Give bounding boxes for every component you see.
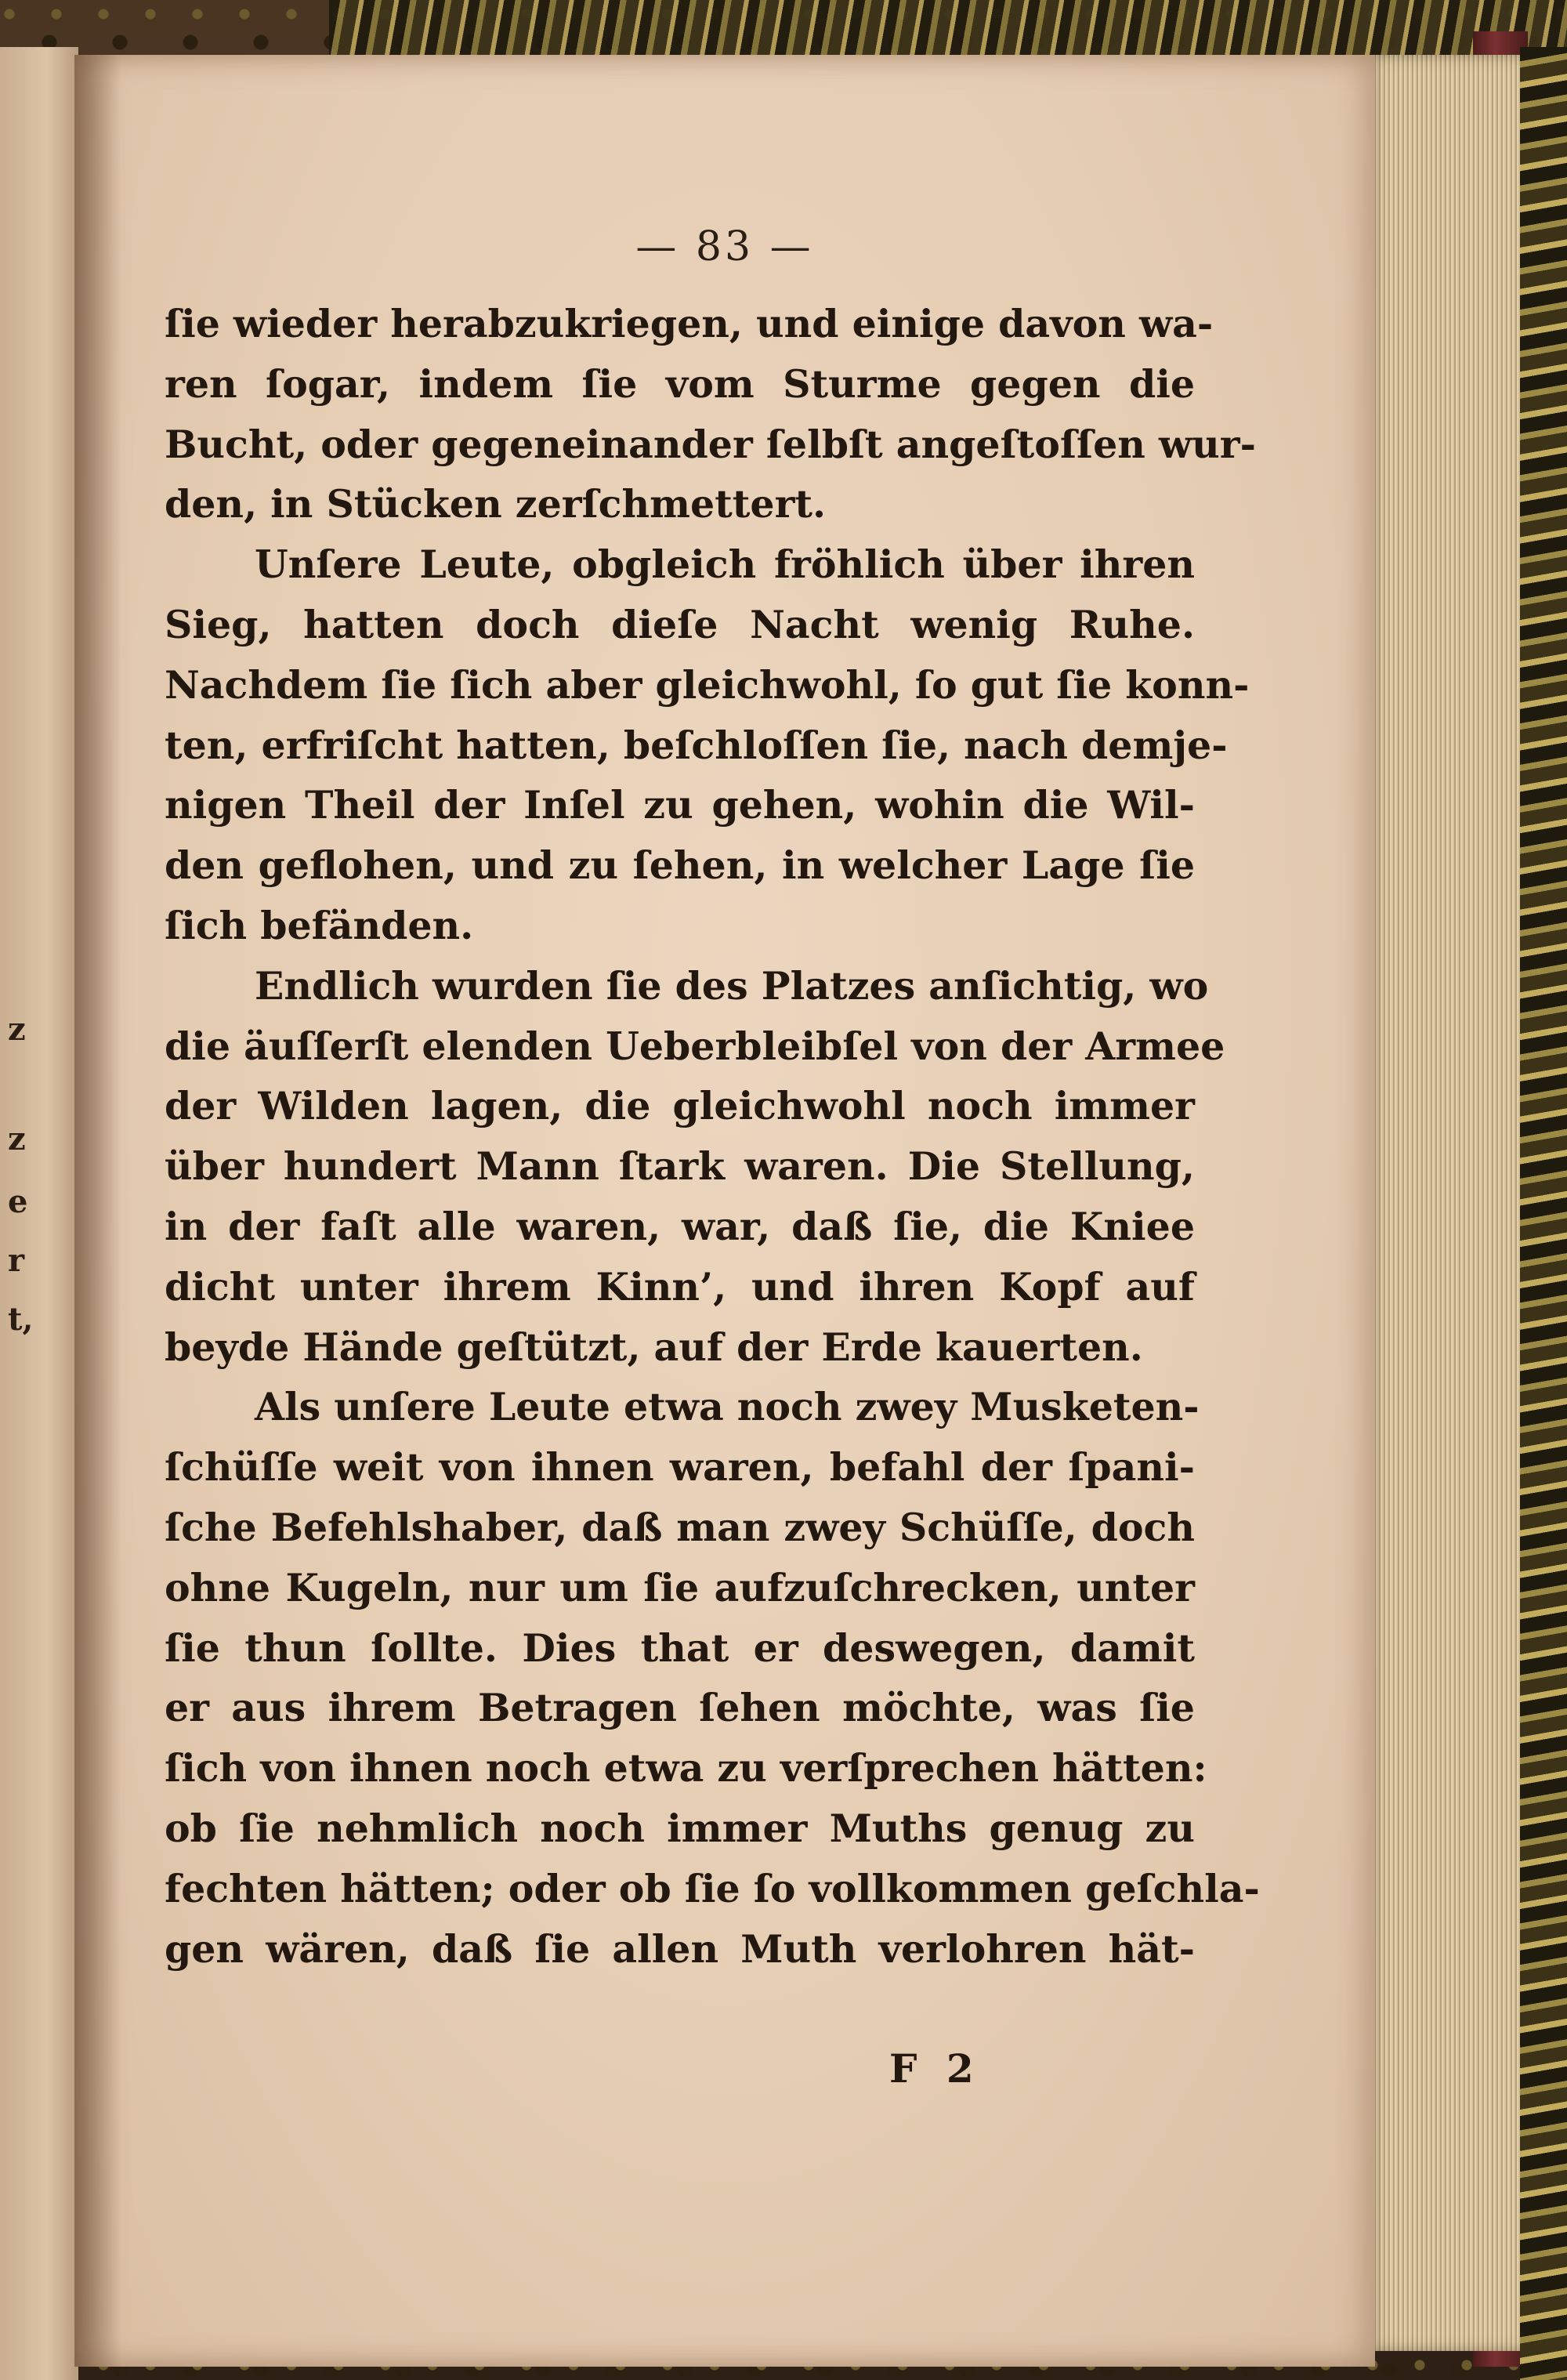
text-line: fechten hätten; oder ob ſie ſo vollkommen geſchla- [165,1865,1260,1911]
page-edges [1363,55,1520,2351]
page-number: — 83 — [635,223,814,270]
text-line: die äuſſerſt elenden Ueberbleibſel von der Armee [165,1023,1225,1069]
text-line: nigen Theil der Inſel zu gehen, wohin die Wil- [165,782,1195,828]
text-line: über hundert Mann ſtark waren. Die Stellung, [165,1143,1195,1190]
facing-page-edge [0,47,78,2380]
text-line: Bucht, oder gegeneinander ſelbſt angeſtoſſen wur- [165,421,1256,467]
text-line: Nachdem ſie ſich aber gleichwohl, ſo gut ſie konn- [165,661,1250,708]
text-line: Als unſere Leute etwa noch zwey Musketen- [255,1384,1200,1430]
printer-signature: F 2 [889,2045,982,2092]
text-line: Unſere Leute, obgleich fröhlich über ihren [255,542,1195,588]
text-line: gen wären, daß ſie allen Muth verlohren hät- [165,1925,1195,1972]
text-line: in der faſt alle waren, war, daß ſie, die Kniee [165,1203,1195,1249]
text-line: ſchüſſe weit von ihnen waren, befahl der ſpani- [165,1444,1195,1491]
text-line: ten, erfriſcht hatten, beſchloſſen ſie, nach demje- [165,722,1228,768]
book-page [74,55,1375,2367]
text-line: ohne Kugeln, nur um ſie aufzuſchrecken, unter [165,1564,1195,1610]
text-line: Sieg, hatten doch dieſe Nacht wenig Ruhe. [165,601,1195,647]
facing-page-mark: z [8,1011,26,1048]
text-line: ren ſogar, indem ſie vom Sturme gegen die [165,360,1195,407]
facing-page-mark: z [8,1121,26,1157]
text-line: den geflohen, und zu ſehen, in welcher Lage ſie [165,842,1195,889]
text-line: der Wilden lagen, die gleichwohl noch immer [165,1083,1195,1129]
marbled-board-right [1520,47,1567,2380]
text-line: ob ſie nehmlich noch immer Muths genug zu [165,1805,1195,1851]
marbled-board-top [329,0,1567,55]
text-line: ſie thun ſollte. Dies that er deswegen, damit [165,1625,1195,1671]
text-line: den, in Stücken zerſchmettert. [165,481,827,527]
text-line: ſich befänden. [165,902,474,948]
facing-page-mark: t, [8,1301,34,1338]
facing-page-mark: e [8,1183,28,1220]
text-line: dicht unter ihrem Kinn’, und ihren Kopf auf [165,1263,1195,1310]
text-line: Endlich wurden ſie des Platzes anſichtig, wo [255,962,1209,1009]
text-line: ſie wieder herabzukriegen, und einige davon wa- [165,301,1214,346]
text-line: er aus ihrem Betragen ſehen möchte, was ſie [165,1685,1195,1731]
body-text [165,294,1260,1979]
text-line: ſich von ihnen noch etwa zu verſprechen hätten: [165,1745,1207,1791]
facing-page-mark: r [8,1242,25,1279]
text-line: beyde Hände geſtützt, auf der Erde kauerten. [165,1324,1143,1370]
text-line: ſche Befehlshaber, daß man zwey Schüſſe, doch [165,1504,1195,1550]
gutter-shadow [74,55,121,2367]
